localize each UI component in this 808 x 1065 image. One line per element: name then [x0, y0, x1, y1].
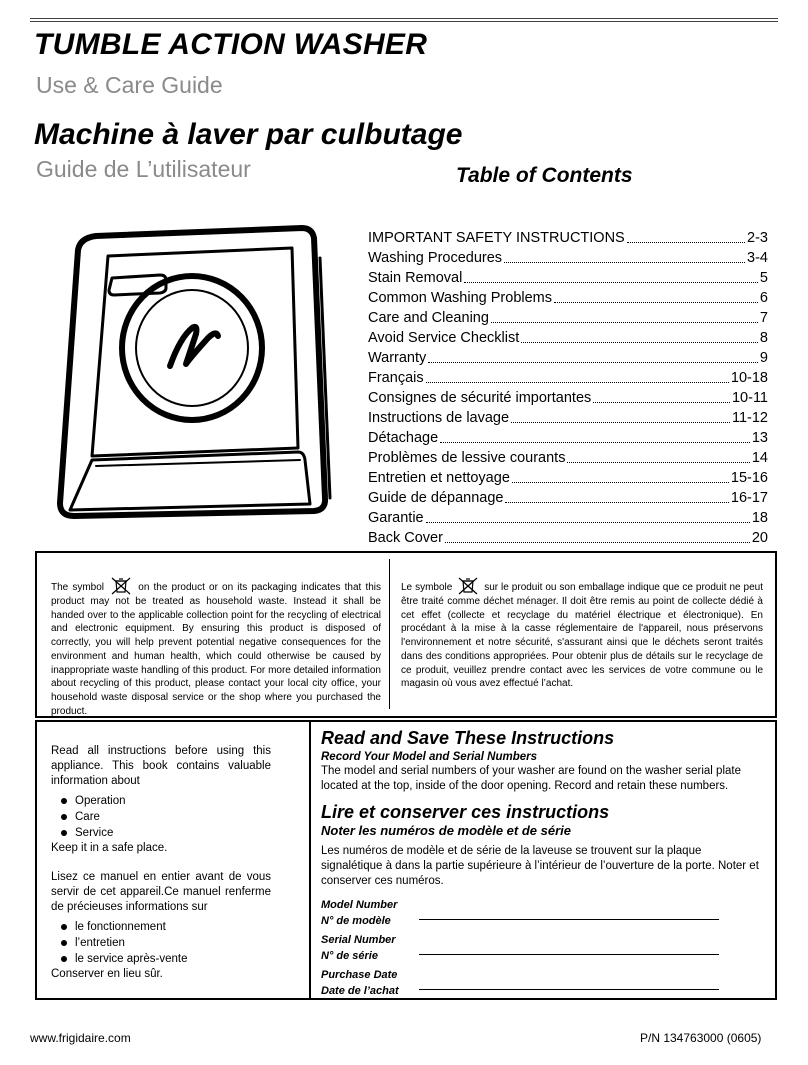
- toc-item-page: 5: [759, 270, 768, 286]
- record-field-label: [321, 967, 399, 999]
- toc-item-page: 10-11: [731, 390, 768, 406]
- toc-item: [368, 528, 768, 548]
- toc-item: [368, 508, 768, 528]
- toc-leader-dots: [428, 361, 758, 363]
- toc-leader-dots: [440, 441, 750, 443]
- toc-item-page: 2-3: [747, 230, 768, 246]
- field-label-fr: Date de l’achat: [321, 985, 399, 997]
- toc-item-page: 16-17: [730, 490, 768, 506]
- toc-leader-dots: [426, 521, 750, 523]
- toc-leader-dots: [512, 481, 729, 483]
- toc-item: [368, 268, 768, 288]
- toc-item-title: Back Cover: [368, 530, 443, 546]
- toc-item-title: Détachage: [368, 430, 439, 446]
- toc-leader-dots: [554, 301, 758, 303]
- subtitle-fr: Guide de L’utilisateur: [36, 156, 251, 182]
- toc-item-title: Care and Cleaning: [368, 310, 489, 326]
- toc-item-title: Avoid Service Checklist: [368, 330, 520, 346]
- read-save-column: [321, 728, 761, 1002]
- symbol-text-fr: sur le produit ou son emballage indique que ce produit ne peut être traité comme déchet ménager. Il doit être remis au point de collecte dédié à cet effet (collecte et recyclage du matériel électrique et électronique). En procédant à la mise à la casse réglementaire de l'appareil, nous préservons l'environnement et notre sécurité, s'assurant ainsi que le déchets seront traités dans des conditions appropriées. Pour obtenir plus de détails sur le recyclage de ce produit, veuillez prendre contact avec les services de votre commune ou le magasin où vous avez effectué l’achat.: [401, 582, 763, 690]
- toc-item-title: Stain Removal: [368, 270, 463, 286]
- toc-item: [368, 248, 768, 268]
- toc-item-page: 20: [751, 530, 768, 546]
- toc-leader-dots: [491, 321, 758, 323]
- record-fields: [321, 897, 761, 1002]
- record-field: [321, 967, 761, 1002]
- toc-item: [368, 468, 768, 488]
- notice-divider: [389, 559, 390, 709]
- toc-item: [368, 308, 768, 328]
- toc-item-page: 7: [759, 310, 768, 326]
- toc-item: [368, 228, 768, 248]
- top-rule-inner: [30, 21, 778, 22]
- toc-item-title: IMPORTANT SAFETY INSTRUCTIONS: [368, 230, 625, 246]
- toc-item-title: Warranty: [368, 350, 427, 366]
- title-fr: Machine à laver par culbutage: [34, 118, 463, 151]
- title-en: TUMBLE ACTION WASHER: [34, 28, 428, 61]
- read-save-heading-en: Read and Save These Instructions: [321, 728, 615, 748]
- recycling-notice-fr: [401, 577, 763, 691]
- instructions-box: [35, 720, 777, 1000]
- toc-item-page: 8: [759, 330, 768, 346]
- toc-leader-dots: [567, 461, 749, 463]
- toc-item: [368, 348, 768, 368]
- record-field-label: [321, 897, 397, 929]
- symbol-text-en: on the product or on its packaging indicates that this product may not be treated as household waste. Instead it shall be handed over to the applicable collection point for the recycling of electrical and electronic equipment. By ensuring this product is disposed of correctly, you will help prevent potential negative consequences for the environment and human health, which could otherwise be caused by inappropriate waste handling of this product. For more detailed information about recycling of this product, please contact your local city office, your household waste disposal service or the shop where you purchased the product.: [51, 582, 382, 717]
- record-numbers-text-fr: Les numéros de modèle et de série de la laveuse se trouvent sur la plaque signalétique à dans la partie supérieure à l’intérieur de l’ouverture de la porte. Noter et conserver ces numéros.: [321, 845, 759, 887]
- toc-leader-dots: [464, 281, 758, 283]
- toc-item-title: Washing Procedures: [368, 250, 503, 266]
- write-in-line[interactable]: [419, 919, 719, 920]
- write-in-line[interactable]: [419, 989, 719, 990]
- read-save-heading-fr: Lire et conserver ces instructions: [321, 802, 610, 822]
- list-item: Care: [51, 809, 271, 825]
- read-all-outro-en: Keep it in a safe place.: [51, 842, 168, 854]
- column-divider: [309, 722, 311, 998]
- symbol-text-pre-en: The symbol: [51, 582, 105, 593]
- toc-item-title: Problèmes de lessive courants: [368, 450, 566, 466]
- toc-leader-dots: [521, 341, 758, 343]
- toc-item-page: 10-18: [730, 370, 768, 386]
- toc-item: [368, 328, 768, 348]
- toc-leader-dots: [505, 501, 728, 503]
- list-item: Operation: [51, 793, 271, 809]
- recycling-notice-en: [51, 577, 381, 718]
- read-all-list-en: [51, 793, 271, 841]
- toc-item-page: 18: [751, 510, 768, 526]
- website-url: www.frigidaire.com: [30, 1031, 131, 1045]
- read-all-list-fr: [51, 919, 271, 967]
- recycling-notice: [35, 551, 777, 718]
- toc-item-page: 3-4: [747, 250, 768, 266]
- toc-item: [368, 408, 768, 428]
- toc-leader-dots: [445, 541, 750, 543]
- write-in-line[interactable]: [419, 954, 719, 955]
- toc-item: [368, 428, 768, 448]
- field-label-en: Model Number: [321, 899, 398, 911]
- toc-item: [368, 488, 768, 508]
- toc-item-title: Français: [368, 370, 424, 386]
- toc-title: Table of Contents: [456, 164, 633, 187]
- record-numbers-subheading: Record Your Model and Serial Numbers: [321, 751, 537, 763]
- record-field-label: [321, 932, 396, 964]
- record-numbers-subheading-fr: Noter les numéros de modèle et de série: [321, 823, 571, 838]
- toc-item-page: 11-12: [731, 410, 768, 426]
- read-all-intro-en: Read all instructions before using this appliance. This book contains valuable information about: [51, 745, 271, 787]
- toc-item-page: 14: [751, 450, 768, 466]
- toc-item: [368, 368, 768, 388]
- table-of-contents: [368, 228, 768, 548]
- record-field: [321, 897, 761, 932]
- list-item: le fonctionnement: [51, 919, 271, 935]
- field-label-fr: N° de série: [321, 950, 378, 962]
- crossed-bin-icon: [110, 577, 132, 595]
- record-field: [321, 932, 761, 967]
- symbol-text-pre-fr: Le symbole: [401, 582, 453, 593]
- list-item: le service après-vente: [51, 951, 271, 967]
- toc-item: [368, 388, 768, 408]
- toc-leader-dots: [627, 241, 745, 243]
- part-number: P/N 134763000 (0605): [640, 1031, 762, 1045]
- toc-item-title: Consignes de sécurité importantes: [368, 390, 592, 406]
- toc-item-page: 9: [759, 350, 768, 366]
- toc-item-title: Garantie: [368, 510, 424, 526]
- field-label-en: Serial Number: [321, 934, 396, 946]
- list-item: l’entretien: [51, 935, 271, 951]
- read-all-outro-fr: Conserver en lieu sûr.: [51, 968, 163, 980]
- toc-item-title: Common Washing Problems: [368, 290, 552, 306]
- field-label-fr: N° de modèle: [321, 915, 391, 927]
- subtitle-en: Use & Care Guide: [36, 72, 223, 98]
- field-label-en: Purchase Date: [321, 969, 398, 981]
- toc-leader-dots: [511, 421, 730, 423]
- toc-item-page: 6: [759, 290, 768, 306]
- toc-item-title: Instructions de lavage: [368, 410, 510, 426]
- toc-item: [368, 448, 768, 468]
- read-all-intro-fr: Lisez ce manuel en entier avant de vous servir de cet appareil.Ce manuel renferme de précieuses informations sur: [51, 871, 271, 913]
- toc-leader-dots: [593, 401, 730, 403]
- list-item: Service: [51, 825, 271, 841]
- toc-leader-dots: [504, 261, 745, 263]
- top-rule: [30, 18, 778, 19]
- toc-item-title: Guide de dépannage: [368, 490, 504, 506]
- toc-item-page: 15-16: [730, 470, 768, 486]
- toc-item: [368, 288, 768, 308]
- read-all-column: [51, 744, 271, 982]
- record-numbers-text-en: The model and serial numbers of your washer are found on the washer serial plate located at the top, inside of the door opening. Record and retain these numbers.: [321, 765, 741, 792]
- crossed-bin-icon: [457, 577, 479, 595]
- washer-illustration: [30, 198, 360, 543]
- toc-item-title: Entretien et nettoyage: [368, 470, 510, 486]
- toc-item-page: 13: [751, 430, 768, 446]
- toc-leader-dots: [426, 381, 729, 383]
